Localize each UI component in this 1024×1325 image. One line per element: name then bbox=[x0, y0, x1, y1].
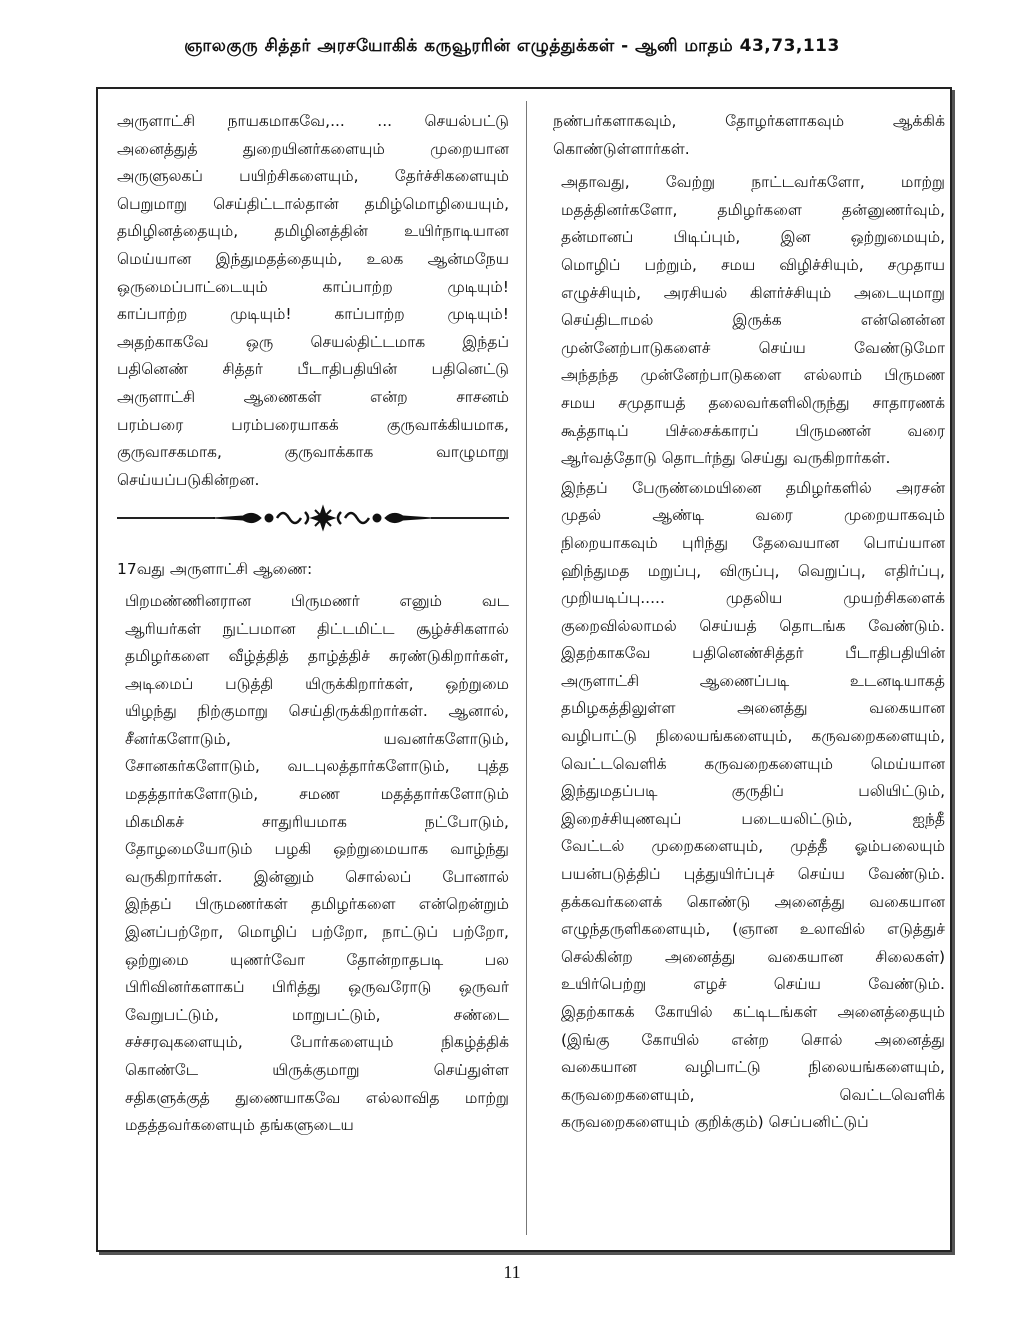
text-line: சச்சரவுகளையும், போர்களையும் நிகழ்த்திக் bbox=[125, 1033, 509, 1052]
right-paragraph-3 bbox=[553, 475, 945, 1137]
text-line: வெட்டவெளிக் கருவறைகளையும் மெய்யான bbox=[561, 754, 945, 773]
text-line: முதல் ஆண்டி வரை முறையாகவும் bbox=[561, 506, 945, 525]
text-line: பிறமண்ணினரான பிருமணர் எனும் வட bbox=[125, 591, 509, 610]
text-line: தமிழகத்திலுள்ள அனைத்து வகையான bbox=[561, 699, 945, 718]
text-line: குருவாசகமாக, குருவாக்காக வாழுமாறு bbox=[117, 443, 509, 462]
text-line: பதினெண் சித்தர் பீடாதிபதியின் பதினெட்டு bbox=[117, 360, 509, 379]
text-line: முறியடிப்பு..... முதலிய முயற்சிகளைக் bbox=[561, 589, 945, 608]
text-line: அருளாட்சி ஆணைப்படி உடனடியாகத் bbox=[561, 671, 945, 690]
text-line: பெறுமாறு செய்திட்டால்தான் தமிழ்மொழியையும், bbox=[117, 194, 509, 213]
text-line: வருகிறார்கள். இன்னும் சொல்லப் போனால் bbox=[125, 867, 509, 886]
text-line: செய்திடாமல் இருக்க என்னென்ன bbox=[561, 311, 945, 330]
text-line: மெய்யான இந்துமதத்தையும், உலக ஆன்மநேய bbox=[117, 249, 509, 268]
text-line: யிழந்து நிற்குமாறு செய்திருக்கிறார்கள். ஆனால், bbox=[125, 702, 509, 721]
left-column bbox=[117, 108, 509, 1140]
text-line: பிரிவினர்களாகப் பிரித்து ஒருவரோடு ஒருவர் bbox=[125, 978, 509, 997]
text-line: வகையான வழிபாட்டு நிலையங்களையும், bbox=[561, 1058, 945, 1077]
text-line: இதற்காகவே பதினெண்சித்தர் பீடாதிபதியின் bbox=[561, 644, 945, 663]
text-line: வேறுபட்டும், மாறுபட்டும், சண்டை bbox=[125, 1005, 509, 1024]
text-line: இறைச்சியுணவுப் படையலிட்டும், ஐந்தீ bbox=[561, 809, 945, 828]
text-line: செல்கின்ற அனைத்து வகையான சிலைகள்) bbox=[561, 947, 945, 966]
text-line: கொண்டே யிருக்குமாறு செய்துள்ள bbox=[125, 1061, 509, 1079]
text-line: அருளாட்சி நாயகமாகவே,... ... செயல்பட்டு bbox=[117, 112, 509, 130]
text-line: நண்பர்களாகவும், தோழர்களாகவும் ஆக்கிக் bbox=[553, 112, 945, 130]
text-line: அருளுலகப் பயிற்சிகளையும், தேர்ச்சிகளையும் bbox=[117, 167, 509, 186]
text-line: தக்கவர்களைக் கொண்டு அனைத்து வகையான bbox=[561, 892, 945, 911]
text-line: மொழிப் பற்றும், சமய விழிச்சியும், சமுதாய bbox=[561, 255, 945, 274]
text-line: ஆரியர்கள் நுட்பமான திட்டமிட்ட சூழ்ச்சிகளால் bbox=[125, 619, 509, 638]
text-line: இந்தப் பேருண்மையினை தமிழர்களில் அரசன் bbox=[561, 478, 945, 497]
text-line: ஒருமைப்பாட்டையும் காப்பாற்ற முடியும்! bbox=[117, 277, 509, 296]
right-paragraph-2 bbox=[553, 169, 945, 473]
text-line: அந்தந்த முன்னேற்பாடுகளை எல்லாம் பிருமண bbox=[561, 366, 945, 385]
right-column bbox=[553, 108, 945, 1137]
left-paragraph-2 bbox=[117, 588, 509, 1140]
text-line: முன்னேற்பாடுகளைச் செய்ய வேண்டுமோ bbox=[561, 338, 945, 357]
text-line: சமய சமுதாயத் தலைவர்களிலிருந்து சாதாரணக் bbox=[561, 393, 945, 412]
text-line: இதற்காகக் கோயில் கட்டிடங்கள் அனைத்தையும் bbox=[561, 1003, 945, 1021]
text-line: தன்மானப் பிடிப்பும், இன ஒற்றுமையும், bbox=[561, 228, 945, 247]
right-paragraph-1 bbox=[553, 108, 945, 163]
running-header: ஞாலகுரு சித்தர் அரசயோகிக் கருவூரரின் எழுத்துக்கள் - ஆனி மாதம் 43,73,113 bbox=[184, 36, 840, 56]
text-line: கூத்தாடிப் பிச்சைக்காரப் பிருமணன் வரை bbox=[561, 421, 945, 440]
text-line: சீனர்களோடும், யவனர்களோடும், bbox=[125, 729, 509, 748]
text-line: பயன்படுத்திப் புத்துயிர்ப்புச் செய்ய வேண்டும். bbox=[561, 865, 945, 884]
text-line: நிறையாகவும் புரிந்து தேவையான பொய்யான bbox=[561, 533, 945, 552]
text-line: அடிமைப் படுத்தி யிருக்கிறார்கள், ஒற்றுமை bbox=[125, 674, 509, 693]
text-line: எழுந்தருளிகளையும், (ஞான உலாவில் எடுத்துச் bbox=[561, 920, 945, 939]
text-line: மதத்தினர்களோ, தமிழர்களை தன்னுணர்வும், bbox=[561, 200, 945, 219]
text-line: இனப்பற்றோ, மொழிப் பற்றோ, நாட்டுப் பற்றோ, bbox=[125, 923, 509, 942]
text-line: தோழமையோடும் பழகி ஒற்றுமையாக வாழ்ந்து bbox=[125, 840, 509, 859]
text-line: கருவறைகளையும் குறிக்கும்) செப்பனிட்டுப் bbox=[561, 1113, 869, 1132]
text-line: ஆர்வத்தோடு தொடர்ந்து செய்து வருகிறார்கள். bbox=[561, 449, 891, 468]
text-line: அதற்காகவே ஒரு செயல்திட்டமாக இந்தப் bbox=[117, 332, 509, 351]
text-line: அனைத்துத் துறையினர்களையும் முறையான bbox=[117, 139, 509, 158]
text-line: காப்பாற்ற முடியும்! காப்பாற்ற முடியும்! bbox=[117, 305, 509, 324]
text-line: வழிபாட்டு நிலையங்களையும், கருவறைகளையும், bbox=[561, 727, 945, 746]
text-line: சோனகர்களோடும், வடபுலத்தார்களோடும், புத்த bbox=[125, 757, 509, 776]
text-line: அருளாட்சி ஆணைகள் என்ற சாசனம் bbox=[117, 387, 509, 406]
text-line: ஹிந்துமத மறுப்பு, விருப்பு, வெறுப்பு, எதிர்ப்பு, bbox=[561, 561, 945, 580]
text-line: செய்யப்படுகின்றன. bbox=[117, 470, 260, 489]
text-line: மதத்தவர்களையும் தங்களுடைய bbox=[125, 1116, 354, 1135]
text-line: இந்துமதப்படி குருதிப் பலியிட்டும், bbox=[561, 782, 945, 801]
text-line: கருவறைகளையும், வெட்டவெளிக் bbox=[561, 1085, 945, 1104]
text-line: எழுச்சியும், அரசியல் கிளர்ச்சியும் அடையுமாறு bbox=[561, 283, 945, 302]
text-line: பரம்பரை பரம்பரையாகக் குருவாக்கியமாக, bbox=[117, 415, 509, 434]
text-line: (இங்கு கோயில் என்ற சொல் அனைத்து bbox=[561, 1030, 945, 1049]
text-line: அதாவது, வேற்று நாட்டவர்களோ, மாற்று bbox=[561, 173, 945, 192]
text-line: குறைவில்லாமல் செய்யத் தொடங்க வேண்டும். bbox=[561, 616, 945, 635]
ornamental-divider bbox=[117, 500, 509, 536]
page-number: 11 bbox=[503, 1262, 521, 1282]
text-line: வேட்டல் முறைகளையும், முத்தீ ஓம்பலையும் bbox=[561, 837, 945, 856]
text-line: இந்தப் பிருமணர்கள் தமிழர்களை என்றென்றும் bbox=[125, 895, 509, 914]
text-line: தமிழர்களை வீழ்த்தித் தாழ்த்திச் சுரண்டுகிறார்கள், bbox=[125, 647, 509, 666]
text-line: தமிழினத்தையும், தமிழினத்தின் உயிர்நாடியான bbox=[117, 222, 509, 241]
text-line: மதத்தார்களோடும், சமண மதத்தார்களோடும் bbox=[125, 785, 509, 804]
text-line: கொண்டுள்ளார்கள். bbox=[553, 139, 690, 158]
section-heading: 17வது அருளாட்சி ஆணை: bbox=[117, 560, 313, 579]
text-line: சதிகளுக்குத் துணையாகவே எல்லாவித மாற்று bbox=[125, 1088, 509, 1107]
column-divider bbox=[526, 101, 527, 1235]
left-paragraph-1 bbox=[117, 108, 509, 494]
ornament-icon bbox=[213, 504, 433, 532]
text-line: மிகமிகச் சாதுரியமாக நட்போடும், bbox=[125, 812, 509, 831]
text-line: ஒற்றுமை யுணர்வோ தோன்றாதபடி பல bbox=[125, 950, 509, 969]
text-line: உயிர்பெற்று எழச் செய்ய வேண்டும். bbox=[561, 975, 945, 994]
